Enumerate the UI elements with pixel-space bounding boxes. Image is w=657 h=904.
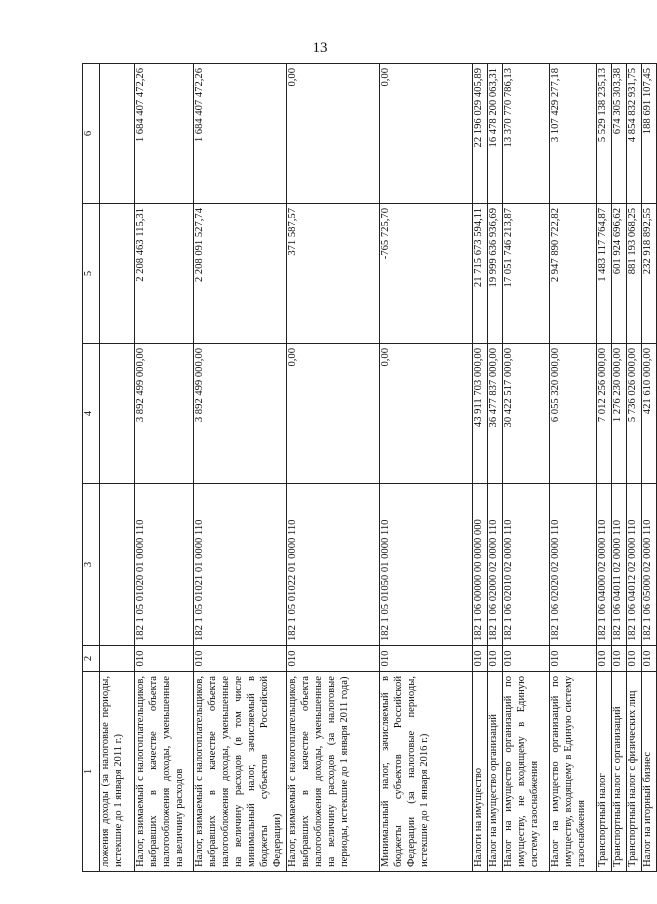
row-budget-code: 182 1 06 00000 00 0000 000	[473, 484, 488, 646]
row-plan-value: 5 736 026 000,00	[627, 344, 642, 484]
column-header: 2	[83, 646, 100, 672]
table-row	[100, 64, 135, 872]
column-header: 4	[83, 344, 100, 484]
row-plan-value: 30 422 517 000,00	[503, 344, 550, 484]
page-number: 13	[312, 40, 328, 56]
row-fact-value: 2 208 463 115,31	[135, 204, 194, 344]
row-diff-value: 188 691 107,45	[642, 64, 657, 204]
row-plan-value: 7 012 256 000,00	[597, 344, 612, 484]
row-budget-code: 182 1 06 05000 02 0000 110	[642, 484, 657, 646]
row-line-code: 010	[488, 646, 503, 672]
row-name: Налог, взимаемый с налогоплательщиков, выбравших в качестве объекта налогообложения доходы, уменьшенные на величину расходов	[135, 672, 194, 872]
row-fact-value: 601 924 696,62	[612, 204, 627, 344]
table-row	[503, 64, 550, 872]
row-budget-code: 182 1 06 04011 02 0000 110	[612, 484, 627, 646]
row-budget-code: 182 1 05 01050 01 0000 110	[380, 484, 473, 646]
row-name: Минимальный налог, зачисляемый в бюджеты субъектов Российской Федерации (за налоговые периоды, истекшие до 1 января 2016 г.)	[380, 672, 473, 872]
row-name: Налоги на имущество	[473, 672, 488, 872]
row-line-code: 010	[550, 646, 597, 672]
table-row	[612, 64, 627, 872]
row-diff-value: 1 684 407 472,26	[135, 64, 194, 204]
row-plan-value	[100, 344, 135, 484]
table-row	[627, 64, 642, 872]
row-name: Налог на игорный бизнес	[642, 672, 657, 872]
row-fact-value: 17 051 746 213,87	[503, 204, 550, 344]
row-budget-code: 182 1 06 02020 02 0000 110	[550, 484, 597, 646]
row-name: Налог на имущество организаций по имуществу, входящему в Единую систему газоснабжения	[550, 672, 597, 872]
table-row	[597, 64, 612, 872]
row-budget-code: 182 1 06 02000 02 0000 110	[488, 484, 503, 646]
row-fact-value: 232 918 892,55	[642, 204, 657, 344]
table-row	[473, 64, 488, 872]
table-row	[488, 64, 503, 872]
row-line-code: 010	[473, 646, 488, 672]
row-name: Транспортный налог с физических лиц	[627, 672, 642, 872]
row-budget-code: 182 1 05 01022 01 0000 110	[287, 484, 380, 646]
row-fact-value: 1 483 117 764,87	[597, 204, 612, 344]
revenue-table	[82, 63, 657, 872]
row-line-code: 010	[597, 646, 612, 672]
row-plan-value: 0,00	[380, 344, 473, 484]
table-header-row	[83, 64, 100, 872]
row-fact-value: 19 999 636 936,69	[488, 204, 503, 344]
row-name: ложения доходы (за налоговые периоды, истекшие до 1 января 2011 г.)	[100, 672, 135, 872]
column-header: 1	[83, 672, 100, 872]
row-fact-value	[100, 204, 135, 344]
row-line-code: 010	[627, 646, 642, 672]
table-row	[194, 64, 287, 872]
row-diff-value: 22 196 029 405,89	[473, 64, 488, 204]
row-budget-code: 182 1 05 01020 01 0000 110	[135, 484, 194, 646]
row-diff-value: 4 854 832 931,75	[627, 64, 642, 204]
row-plan-value: 3 892 499 000,00	[135, 344, 194, 484]
row-name: Транспортный налог	[597, 672, 612, 872]
table-row	[287, 64, 380, 872]
row-line-code: 010	[503, 646, 550, 672]
row-line-code: 010	[287, 646, 380, 672]
row-name: Налог на имущество организаций	[488, 672, 503, 872]
row-diff-value: 674 305 303,38	[612, 64, 627, 204]
row-plan-value: 3 892 499 000,00	[194, 344, 287, 484]
column-header: 3	[83, 484, 100, 646]
row-fact-value: 881 193 068,25	[627, 204, 642, 344]
row-plan-value: 0,00	[287, 344, 380, 484]
row-budget-code: 182 1 06 04000 02 0000 110	[597, 484, 612, 646]
table-row	[550, 64, 597, 872]
row-line-code: 010	[135, 646, 194, 672]
table-row	[135, 64, 194, 872]
row-line-code: 010	[194, 646, 287, 672]
row-name: Налог, взимаемый с налогоплательщиков, выбравших в качестве объекта налогообложения доходы, уменьшенные на величину расходов (в том числе минимальный налог, зачисляемый в бюджеты субъектов Российской Федерации)	[194, 672, 287, 872]
table-row	[380, 64, 473, 872]
row-diff-value: 0,00	[287, 64, 380, 204]
row-name: Налог, взимаемый с налогоплательщиков, выбравших в качестве объекта налогообложения доходы, уменьшенные на величину расходов (за налоговые периоды, истекшие до 1 января 2011 года)	[287, 672, 380, 872]
column-header: 6	[83, 64, 100, 204]
row-name: Налог на имущество организаций по имуществу, не входящему в Единую систему газоснабжения	[503, 672, 550, 872]
row-diff-value: 5 529 138 235,13	[597, 64, 612, 204]
row-budget-code: 182 1 05 01021 01 0000 110	[194, 484, 287, 646]
row-plan-value: 1 276 230 000,00	[612, 344, 627, 484]
row-diff-value	[100, 64, 135, 204]
row-diff-value: 3 107 429 277,18	[550, 64, 597, 204]
row-plan-value: 421 610 000,00	[642, 344, 657, 484]
table-row	[642, 64, 657, 872]
column-header: 5	[83, 204, 100, 344]
row-fact-value: 2 208 091 527,74	[194, 204, 287, 344]
row-fact-value: 2 947 890 722,82	[550, 204, 597, 344]
row-diff-value: 16 478 200 063,31	[488, 64, 503, 204]
row-diff-value: 1 684 407 472,26	[194, 64, 287, 204]
row-fact-value: -765 725,70	[380, 204, 473, 344]
row-plan-value: 36 477 837 000,00	[488, 344, 503, 484]
row-line-code	[100, 646, 135, 672]
row-line-code: 010	[380, 646, 473, 672]
row-line-code: 010	[642, 646, 657, 672]
row-budget-code: 182 1 06 02010 02 0000 110	[503, 484, 550, 646]
row-fact-value: 371 587,57	[287, 204, 380, 344]
row-budget-code	[100, 484, 135, 646]
row-line-code: 010	[612, 646, 627, 672]
row-plan-value: 43 911 703 000,00	[473, 344, 488, 484]
row-diff-value: 13 370 770 786,13	[503, 64, 550, 204]
row-plan-value: 6 055 320 000,00	[550, 344, 597, 484]
row-budget-code: 182 1 06 04012 02 0000 110	[627, 484, 642, 646]
rotated-table-container	[82, 64, 653, 872]
row-fact-value: 21 715 673 594,11	[473, 204, 488, 344]
row-diff-value: 0,00	[380, 64, 473, 204]
row-name: Транспортный налог с организаций	[612, 672, 627, 872]
